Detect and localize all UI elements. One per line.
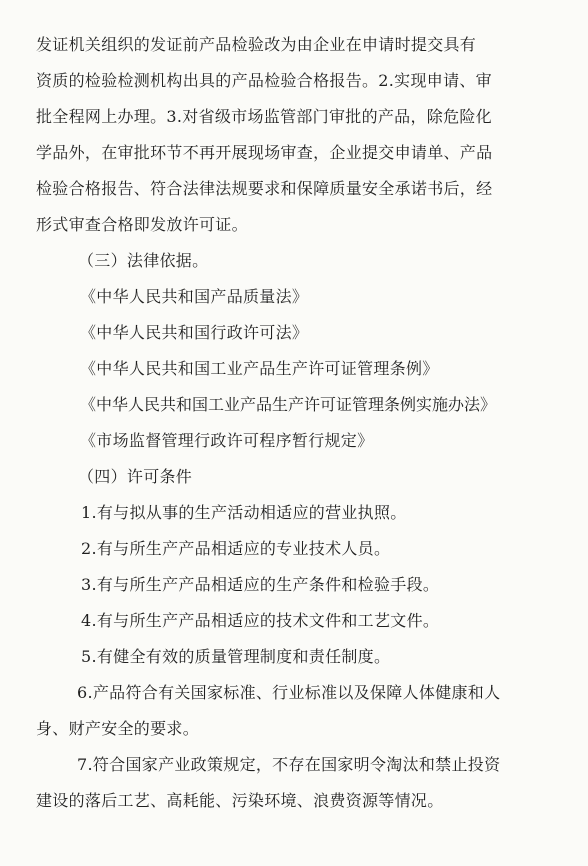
intro-line-1: 发证机关组织的发证前产品检验改为由企业在申请时提交具有: [36, 35, 477, 54]
condition-seven-line-2: 建设的落后工艺、高耗能、污染环境、浪费资源等情况。: [36, 791, 444, 810]
law-item: 《中华人民共和国行政许可法》: [80, 323, 309, 342]
intro-line-5: 检验合格报告、符合法律法规要求和保障质量安全承诺书后，经: [36, 179, 493, 198]
condition-item: 2.有与所生产产品相适应的专业技术人员。: [81, 539, 391, 558]
law-item: 《中华人民共和国产品质量法》: [80, 287, 309, 306]
condition-six-line-1: 6.产品符合有关国家标准、行业标准以及保障人体健康和人: [77, 683, 501, 702]
condition-item: 5.有健全有效的质量管理制度和责任制度。: [81, 647, 391, 666]
intro-line-6: 形式审查合格即发放许可证。: [36, 215, 248, 234]
condition-seven-line-1: 7.符合国家产业政策规定，不存在国家明令淘汰和禁止投资: [77, 755, 501, 774]
intro-line-4: 学品外，在审批环节不再开展现场审查，企业提交申请单、产品: [36, 143, 493, 162]
intro-line-2: 资质的检验检测机构出具的产品检验合格报告。2.实现申请、审: [36, 71, 492, 90]
law-item: 《市场监督管理行政许可程序暂行规定》: [80, 431, 374, 450]
condition-six-line-2: 身、财产安全的要求。: [36, 719, 200, 738]
law-item: 《中华人民共和国工业产品生产许可证管理条例实施办法》: [80, 395, 497, 414]
section-four-heading: （四）许可条件: [78, 467, 193, 486]
section-three-heading: （三）法律依据。: [78, 251, 209, 270]
condition-item: 1.有与拟从事的生产活动相适应的营业执照。: [81, 503, 407, 522]
intro-line-3: 批全程网上办理。3.对省级市场监管部门审批的产品，除危险化: [36, 107, 492, 126]
law-item: 《中华人民共和国工业产品生产许可证管理条例》: [80, 359, 439, 378]
condition-item: 3.有与所生产产品相适应的生产条件和检验手段。: [81, 575, 440, 594]
condition-item: 4.有与所生产产品相适应的技术文件和工艺文件。: [81, 611, 440, 630]
